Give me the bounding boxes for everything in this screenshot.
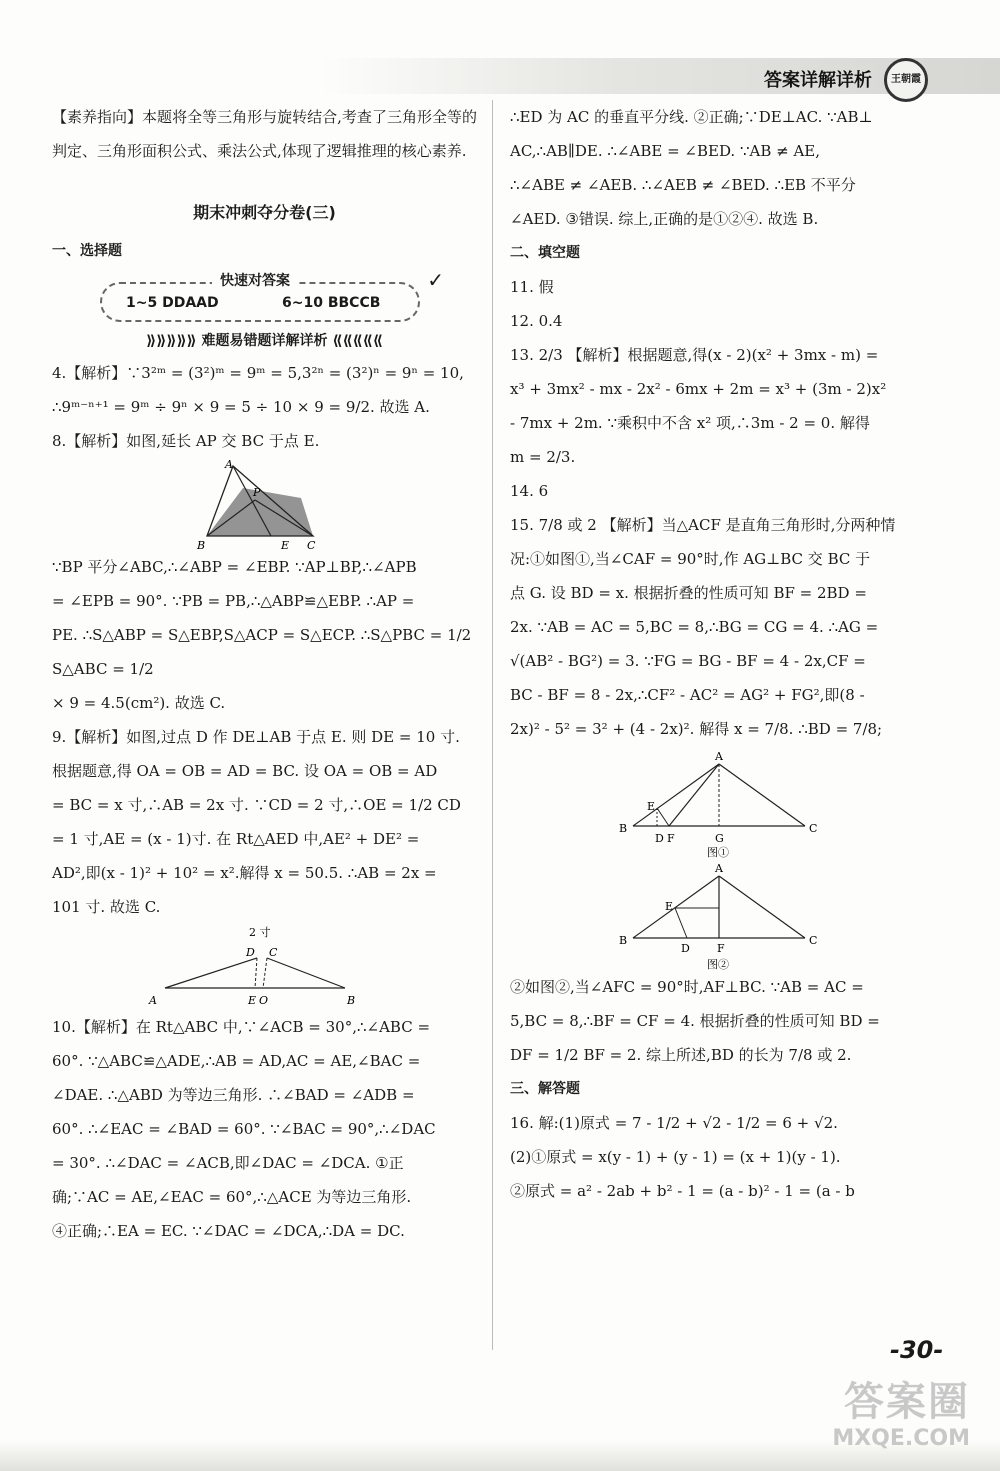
watermark-sub: MXQE.COM: [832, 1426, 970, 1451]
quick-answer-title: 快速对答案: [212, 270, 298, 292]
column-divider: [492, 100, 493, 1350]
q10-cont-line-3: ∴∠ABE ≠ ∠AEB. ∴∠AEB ≠ ∠BED. ∴EB 不平分: [510, 176, 856, 194]
quick-answer-1-5: 1~5 DDAAD: [126, 295, 219, 311]
q10-line-5: = 30°. ∴∠DAC = ∠ACB,即∠DAC = ∠DCA. ①正: [52, 1154, 404, 1172]
q9-line-5: AD²,即(x - 1)² + 10² = x².解得 x = 50.5. ∴AB = 2x =: [52, 864, 437, 882]
watermark-main: 答案圈: [844, 1379, 970, 1425]
svg-text:F: F: [716, 942, 725, 955]
svg-text:E: E: [646, 800, 655, 813]
q9-line-4: = 1 寸,AE = (x - 1)寸. 在 Rt△AED 中,AE² + DE² =: [52, 830, 420, 848]
q15-line-2: 况:①如图①,当∠CAF = 90°时,作 AG⊥BC 交 BC 于: [510, 550, 871, 568]
svg-text:图①: 图①: [706, 846, 729, 858]
svg-text:C: C: [808, 822, 817, 835]
q15-line-4: 2x. ∵AB = AC = 5,BC = 8,∴BG = CG = 4. ∴AG =: [510, 618, 879, 636]
quick-answer-box: [100, 268, 444, 322]
literacy-note: 【素养指向】本题将全等三角形与旋转结合,考查了三角形全等的判定、三角形面积公式、乘法公式,体现了逻辑推理的核心素养.: [52, 108, 477, 160]
q8-line-2: = ∠EPB = 90°. ∵PB = PB,∴△ABP≌△EBP. ∴AP =: [52, 592, 415, 610]
svg-text:C: C: [808, 934, 817, 947]
q10-cont-line-1: ∴ED 为 AC 的垂直平分线. ②正确;∵DE⊥AC. ∵AB⊥: [510, 108, 873, 126]
svg-text:A: A: [714, 862, 723, 875]
svg-text:B: B: [196, 539, 205, 550]
q10-line-4: 60°. ∴∠EAC = ∠BAD = 60°. ∵∠BAC = 90°,∴∠DAC: [52, 1120, 436, 1138]
figure-q9: [145, 924, 385, 1010]
q8-line-1: ∵BP 平分∠ABC,∴∠ABP = ∠EBP. ∵AP⊥BP,∴∠APB: [52, 558, 417, 576]
q10-cont-line-4: ∠AED. ③错误. 综上,正确的是①②④. 故选 B.: [510, 210, 819, 228]
q15-line-5: √(AB² - BG²) = 3. ∵FG = BG - BF = 4 - 2x,CF =: [510, 652, 866, 670]
q15b-line-1: ②如图②,当∠AFC = 90°时,AF⊥BC. ∵AB = AC =: [510, 978, 864, 996]
q12: 12. 0.4: [510, 312, 563, 330]
detail-title: ⟫⟫⟫⟫⟫ 难题易错题详解详析 ⟪⟪⟪⟪⟪: [146, 333, 383, 349]
left-column: [52, 100, 477, 1248]
svg-text:O: O: [258, 994, 268, 1007]
svg-text:图②: 图②: [706, 958, 729, 970]
svg-text:D: D: [654, 832, 664, 845]
q16-line-2: (2)①原式 = x(y - 1) + (y - 1) = (x + 1)(y - 1).: [510, 1148, 841, 1166]
check-icon: ✓: [427, 268, 444, 292]
q10-line-1: 10.【解析】在 Rt△ABC 中,∵∠ACB = 30°,∴∠ABC =: [52, 1018, 431, 1036]
q9-line-3: = BC = x 寸,∴AB = 2x 寸. ∵CD = 2 寸,∴OE = 1/2 CD: [52, 796, 461, 814]
svg-text:B: B: [346, 994, 355, 1007]
q10-line-6: 确;∵AC = AE,∠EAC = 60°,∴△ACE 为等边三角形.: [52, 1188, 412, 1206]
part2-heading: 二、填空题: [510, 245, 580, 261]
svg-text:2 寸: 2 寸: [248, 926, 270, 939]
q15b-line-2: 5,BC = 8,∴BF = CF = 4. 根据折叠的性质可知 BD =: [510, 1012, 880, 1030]
figure-q8: [195, 458, 335, 550]
q9-line-2: 根据题意,得 OA = OB = AD = BC. 设 OA = OB = AD: [52, 762, 438, 780]
figure-q15-1: [613, 746, 833, 858]
svg-text:C: C: [306, 539, 315, 550]
svg-text:D: D: [680, 942, 690, 955]
svg-text:E: E: [280, 539, 289, 550]
right-column: [510, 100, 935, 1208]
q8-line-4: × 9 = 4.5(cm²). 故选 C.: [52, 694, 226, 712]
q10-line-3: ∠DAE. ∴△ABD 为等边三角形. ∴∠BAD = ∠ADB =: [52, 1086, 415, 1104]
q10-cont-line-2: AC,∴AB∥DE. ∴∠ABE = ∠BED. ∵AB ≠ AE,: [510, 142, 821, 160]
q10-line-7: ④正确;∴EA = EC. ∵∠DAC = ∠DCA,∴DA = DC.: [52, 1222, 405, 1240]
svg-text:B: B: [618, 822, 627, 835]
q13-line-1: 13. 2/3 【解析】根据题意,得(x - 2)(x² + 3mx - m) =: [510, 346, 879, 364]
svg-text:A: A: [714, 750, 723, 763]
q10-line-2: 60°. ∵△ABC≌△ADE,∴AB = AD,AC = AE,∠BAC =: [52, 1052, 421, 1070]
svg-text:C: C: [268, 946, 277, 959]
svg-text:G: G: [714, 832, 724, 845]
q4-line-1: 4.【解析】∵3²ᵐ = (3²)ᵐ = 9ᵐ = 5,3²ⁿ = (3²)ⁿ = 9ⁿ = 10,: [52, 364, 464, 382]
q13-line-4: m = 2/3.: [510, 448, 576, 466]
q15-line-6: BC - BF = 8 - 2x,∴CF² - AC² = AG² + FG²,即(8 -: [510, 686, 865, 704]
svg-text:P: P: [252, 486, 260, 499]
svg-text:E: E: [247, 994, 256, 1007]
svg-text:F: F: [666, 832, 675, 845]
part1-heading: 一、选择题: [52, 243, 122, 259]
q9-line-1: 9.【解析】如图,过点 D 作 DE⊥AB 于点 E. 则 DE = 10 寸.: [52, 728, 460, 746]
q13-line-3: - 7mx + 2m. ∵乘积中不含 x² 项,∴3m - 2 = 0. 解得: [510, 414, 870, 432]
publisher-logo: 王朝霞: [884, 58, 928, 102]
quick-answer-6-10: 6~10 BBCCB: [282, 295, 381, 311]
figure-q15-2: [613, 858, 833, 970]
part3-heading: 三、解答题: [510, 1081, 580, 1097]
q15-line-7: 2x)² - 5² = 3² + (4 - 2x)². 解得 x = 7/8. ∴BD = 7/8;: [510, 720, 883, 738]
q11: 11. 假: [510, 278, 554, 296]
q15-line-3: 点 G. 设 BD = x. 根据折叠的性质可知 BF = 2BD =: [510, 584, 867, 602]
svg-text:A: A: [148, 994, 157, 1007]
q16-line-1: 16. 解:(1)原式 = 7 - 1/2 + √2 - 1/2 = 6 + √2.: [510, 1114, 838, 1132]
q8-line-3: PE. ∴S△ABP = S△EBP,S△ACP = S△ECP. ∴S△PBC = 1/2 S△ABC = 1/2: [52, 626, 472, 678]
svg-text:D: D: [245, 946, 255, 959]
q8-intro: 8.【解析】如图,延长 AP 交 BC 于点 E.: [52, 432, 320, 450]
q16-line-3: ②原式 = a² - 2ab + b² - 1 = (a - b)² - 1 = (a - b: [510, 1182, 855, 1200]
q15b-line-3: DF = 1/2 BF = 2. 综上所述,BD 的长为 7/8 或 2.: [510, 1046, 852, 1064]
q14: 14. 6: [510, 482, 549, 500]
q13-line-2: x³ + 3mx² - mx - 2x² - 6mx + 2m = x³ + (3m - 2)x²: [510, 380, 887, 398]
svg-text:A: A: [224, 458, 233, 471]
header-title: 答案详解详析: [764, 70, 872, 91]
section-title: 期末冲刺夺分卷(三): [193, 203, 336, 222]
q9-line-6: 101 寸. 故选 C.: [52, 898, 161, 916]
q15-line-1: 15. 7/8 或 2 【解析】当△ACF 是直角三角形时,分两种情: [510, 516, 896, 534]
svg-text:E: E: [664, 900, 673, 913]
page-number: -30-: [890, 1336, 944, 1364]
svg-text:B: B: [618, 934, 627, 947]
q4-line-2: ∴9ᵐ⁻ⁿ⁺¹ = 9ᵐ ÷ 9ⁿ × 9 = 5 ÷ 10 × 9 = 9/2. 故选 A.: [52, 398, 430, 416]
